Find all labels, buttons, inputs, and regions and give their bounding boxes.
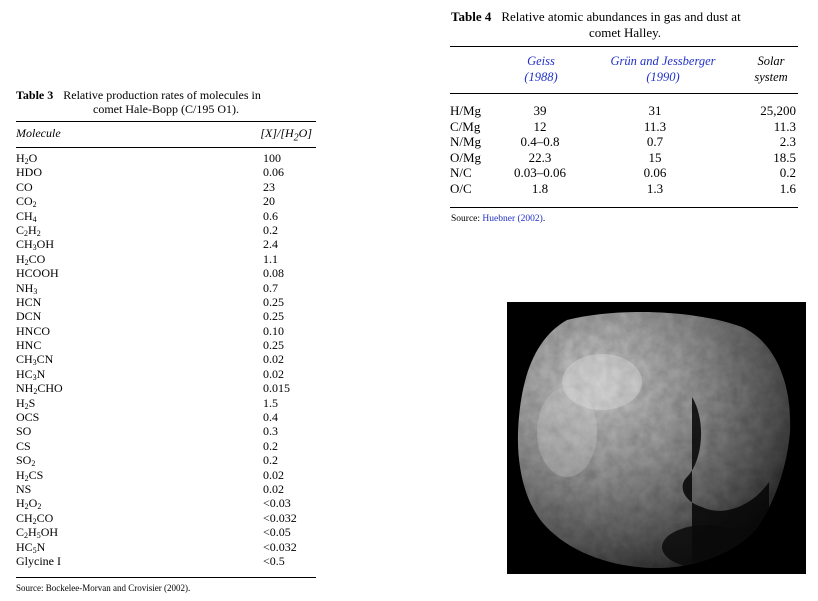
table4-col-solar bbox=[740, 53, 802, 85]
table3-molecule: $H_2O$ bbox=[16, 151, 38, 166]
table3-row bbox=[16, 496, 316, 510]
table3-ratio-value: 0.7 bbox=[263, 280, 278, 295]
table4-solar-value: 18.5 bbox=[773, 149, 796, 165]
comet-nucleus-image bbox=[507, 302, 806, 574]
table4-row bbox=[450, 119, 798, 135]
table3-molecule: $H_2O_2$ bbox=[16, 496, 42, 512]
table3-row bbox=[16, 511, 316, 525]
table3-row bbox=[16, 381, 316, 395]
table3-ratio-value: <0.03 bbox=[263, 496, 291, 511]
table4-grun-value: 15 bbox=[648, 149, 662, 165]
table3-ratio-value: 2.4 bbox=[263, 237, 278, 252]
table3-col-ratio: $[X]/[H_2O]$ bbox=[260, 126, 312, 144]
table4-geiss-value: 39 bbox=[533, 103, 547, 118]
table4-grun-value: 31 bbox=[648, 103, 662, 118]
table4-col-grun-year[interactable]: (1990) bbox=[646, 70, 680, 84]
table4-col-geiss-year[interactable]: (1988) bbox=[524, 70, 558, 84]
table4-caption bbox=[451, 9, 799, 41]
table3-row bbox=[16, 439, 316, 453]
table3-ratio-value: 100 bbox=[263, 151, 281, 165]
table3-ratio-value: 1.1 bbox=[263, 251, 278, 266]
table3-row bbox=[16, 194, 316, 208]
table3-molecule: $H_2CO$ bbox=[16, 251, 46, 267]
table3-molecule: $HC_3N$ bbox=[16, 366, 46, 382]
table3-molecule: $H_2CS$ bbox=[16, 467, 44, 483]
table3-row bbox=[16, 396, 316, 410]
table3-ratio-value: 20 bbox=[263, 194, 275, 209]
table4-col-geiss-name[interactable]: Geiss bbox=[527, 54, 555, 68]
table4-source-link[interactable]: Huebner (2002) bbox=[482, 214, 543, 224]
table3-ratio-value: 0.02 bbox=[263, 352, 284, 367]
table3-caption-line1: Relative production rates of molecules in bbox=[63, 88, 261, 102]
table3-row bbox=[16, 151, 316, 165]
table3-row bbox=[16, 165, 316, 179]
table3-molecule: $CO_2$ bbox=[16, 194, 37, 210]
table3-source: Source: Bockelee-Morvan and Crovisier (2002). bbox=[16, 583, 191, 593]
table4-label: Table 4 bbox=[451, 9, 492, 24]
table3-ratio-value: 0.10 bbox=[263, 323, 284, 338]
table3-row bbox=[16, 324, 316, 338]
table4-source bbox=[451, 214, 545, 224]
table4-row bbox=[450, 103, 798, 119]
table3-ratio-value: <0.5 bbox=[263, 553, 285, 568]
table3-ratio-value: 0.02 bbox=[263, 481, 284, 496]
table3-row bbox=[16, 223, 316, 237]
table3-row bbox=[16, 540, 316, 554]
table4-col-solar-line2: system bbox=[754, 70, 788, 84]
table3-molecule: OCS bbox=[16, 410, 40, 425]
table4-geiss-value: 0.03–0.06 bbox=[514, 165, 566, 180]
table3-molecule: $SO_2$ bbox=[16, 453, 36, 469]
table4-row bbox=[450, 134, 798, 150]
table3-ratio-value: <0.032 bbox=[263, 539, 297, 554]
table4-col-geiss[interactable] bbox=[503, 53, 579, 85]
table3-row bbox=[16, 295, 316, 309]
table3-row bbox=[16, 424, 316, 438]
table4-solar-value: 25,200 bbox=[760, 103, 796, 118]
table3-molecule: $H_2S$ bbox=[16, 395, 36, 411]
table3-row bbox=[16, 209, 316, 223]
table4-geiss-value: 22.3 bbox=[528, 149, 552, 165]
table4-grun-value: 11.3 bbox=[643, 118, 667, 134]
table3-ratio-value: 0.25 bbox=[263, 309, 284, 324]
table3-row bbox=[16, 525, 316, 539]
table4-header-rule bbox=[450, 93, 798, 94]
table3-molecule: $NH_2CHO$ bbox=[16, 381, 63, 397]
table3-molecule: HCN bbox=[16, 294, 42, 309]
table3-molecule: HNC bbox=[16, 338, 42, 353]
table4-ratio: O/C bbox=[450, 180, 472, 196]
table3-molecule: HCOOH bbox=[16, 266, 59, 281]
table4-source-suffix: . bbox=[542, 214, 546, 224]
table3-col-molecule: Molecule bbox=[16, 126, 61, 140]
table4-solar-value: 11.3 bbox=[773, 118, 796, 134]
table4-caption-line2: comet Halley. bbox=[588, 25, 662, 40]
table4-row bbox=[450, 150, 798, 166]
table3-ratio-value: <0.032 bbox=[263, 510, 297, 525]
table3-molecule: $C_2H_5OH$ bbox=[16, 525, 59, 541]
table4-solar-value: 2.3 bbox=[779, 134, 796, 149]
table3-row bbox=[16, 237, 316, 251]
table3-molecule: $CH_3CN$ bbox=[16, 352, 54, 368]
table3-row bbox=[16, 468, 316, 482]
table4-grun-value: 0.7 bbox=[646, 134, 664, 149]
table4-grun-value: 0.06 bbox=[643, 165, 667, 180]
table3-body bbox=[16, 151, 316, 568]
table4-ratio: H/Mg bbox=[450, 103, 482, 118]
table3-ratio-value: 0.015 bbox=[263, 381, 290, 396]
table3-ratio-value: 0.3 bbox=[263, 424, 278, 439]
table3-ratio-value: 0.2 bbox=[263, 453, 278, 468]
table3-ratio-value: 0.02 bbox=[263, 467, 284, 482]
table3-ratio-value: 0.6 bbox=[263, 208, 278, 223]
table3-row bbox=[16, 281, 316, 295]
table3-ratio-value: <0.05 bbox=[263, 525, 291, 540]
table3-molecule: $NH_3$ bbox=[16, 280, 38, 296]
table3-row bbox=[16, 352, 316, 366]
table4-solar-value: 0.2 bbox=[779, 165, 796, 180]
table4-ratio: N/C bbox=[450, 165, 472, 180]
table3-ratio-value: 0.25 bbox=[263, 338, 284, 353]
table3-molecule: $HC_5N$ bbox=[16, 539, 46, 555]
table4-ratio: O/Mg bbox=[450, 149, 482, 165]
table3-ratio-value: 0.4 bbox=[263, 410, 278, 425]
table3-ratio-value: 0.25 bbox=[263, 294, 284, 309]
table3-molecule: DCN bbox=[16, 309, 42, 324]
table4-bottom-rule bbox=[450, 207, 798, 208]
table3-molecule: $CH_4$ bbox=[16, 208, 37, 224]
table3-row bbox=[16, 554, 316, 568]
table3-ratio-value: 0.08 bbox=[263, 266, 284, 281]
table3-ratio-value: 0.02 bbox=[263, 366, 284, 381]
table3-ratio-value: 1.5 bbox=[263, 395, 278, 410]
table3-row bbox=[16, 482, 316, 496]
table3-top-rule bbox=[16, 121, 316, 122]
table3-row bbox=[16, 453, 316, 467]
table4-solar-value: 1.6 bbox=[779, 180, 796, 196]
table3-row bbox=[16, 252, 316, 266]
table3-caption-line2: comet Hale-Bopp (C/195 O1). bbox=[93, 102, 239, 116]
table3-row bbox=[16, 367, 316, 381]
table4-col-grun[interactable] bbox=[588, 53, 738, 85]
table3-caption bbox=[16, 88, 316, 116]
table4-row bbox=[450, 181, 798, 197]
table4-grun-value: 1.3 bbox=[646, 180, 664, 196]
table4-ratio: N/Mg bbox=[450, 134, 482, 149]
table4-geiss-value: 12 bbox=[533, 118, 547, 134]
table3-row bbox=[16, 410, 316, 424]
table3-molecule: HDO bbox=[16, 165, 42, 180]
table3-molecule: SO bbox=[16, 424, 32, 439]
table3-label: Table 3 bbox=[16, 88, 54, 102]
table4-top-rule bbox=[450, 46, 798, 47]
comet-nucleus-photo bbox=[507, 302, 806, 574]
table3-bottom-rule bbox=[16, 577, 316, 578]
table4-body bbox=[450, 103, 798, 196]
table3-ratio-value: 0.06 bbox=[263, 165, 284, 180]
table4-source-prefix: Source: bbox=[451, 214, 481, 224]
table3-row bbox=[16, 266, 316, 280]
table3-header-rule bbox=[16, 147, 316, 148]
table4-row bbox=[450, 165, 798, 181]
table3-ratio-value: 23 bbox=[263, 179, 275, 194]
table4-caption-line1: Relative atomic abundances in gas and dust at bbox=[501, 9, 741, 24]
table4-ratio: C/Mg bbox=[450, 118, 481, 134]
table3-molecule: CS bbox=[16, 438, 31, 453]
table3-molecule: $CH_2CO$ bbox=[16, 510, 54, 526]
table4-col-solar-line1: Solar bbox=[757, 54, 785, 68]
table3-molecule: $C_2H_2$ bbox=[16, 222, 41, 238]
table3-molecule: $CH_3OH$ bbox=[16, 237, 55, 253]
table3-ratio-value: 0.2 bbox=[263, 222, 278, 237]
table3-molecule: HNCO bbox=[16, 323, 51, 338]
table4-col-grun-name[interactable]: Grün and Jessberger bbox=[610, 54, 716, 68]
table3-row bbox=[16, 338, 316, 352]
table3-row bbox=[16, 309, 316, 323]
table3-molecule: NS bbox=[16, 481, 32, 496]
table4-geiss-value: 1.8 bbox=[531, 180, 549, 196]
table4-geiss-value: 0.4–0.8 bbox=[520, 134, 560, 149]
table3-row bbox=[16, 180, 316, 194]
table3-molecule: CO bbox=[16, 179, 33, 194]
table3-molecule: Glycine I bbox=[16, 553, 61, 568]
table3-ratio-value: 0.2 bbox=[263, 438, 278, 453]
